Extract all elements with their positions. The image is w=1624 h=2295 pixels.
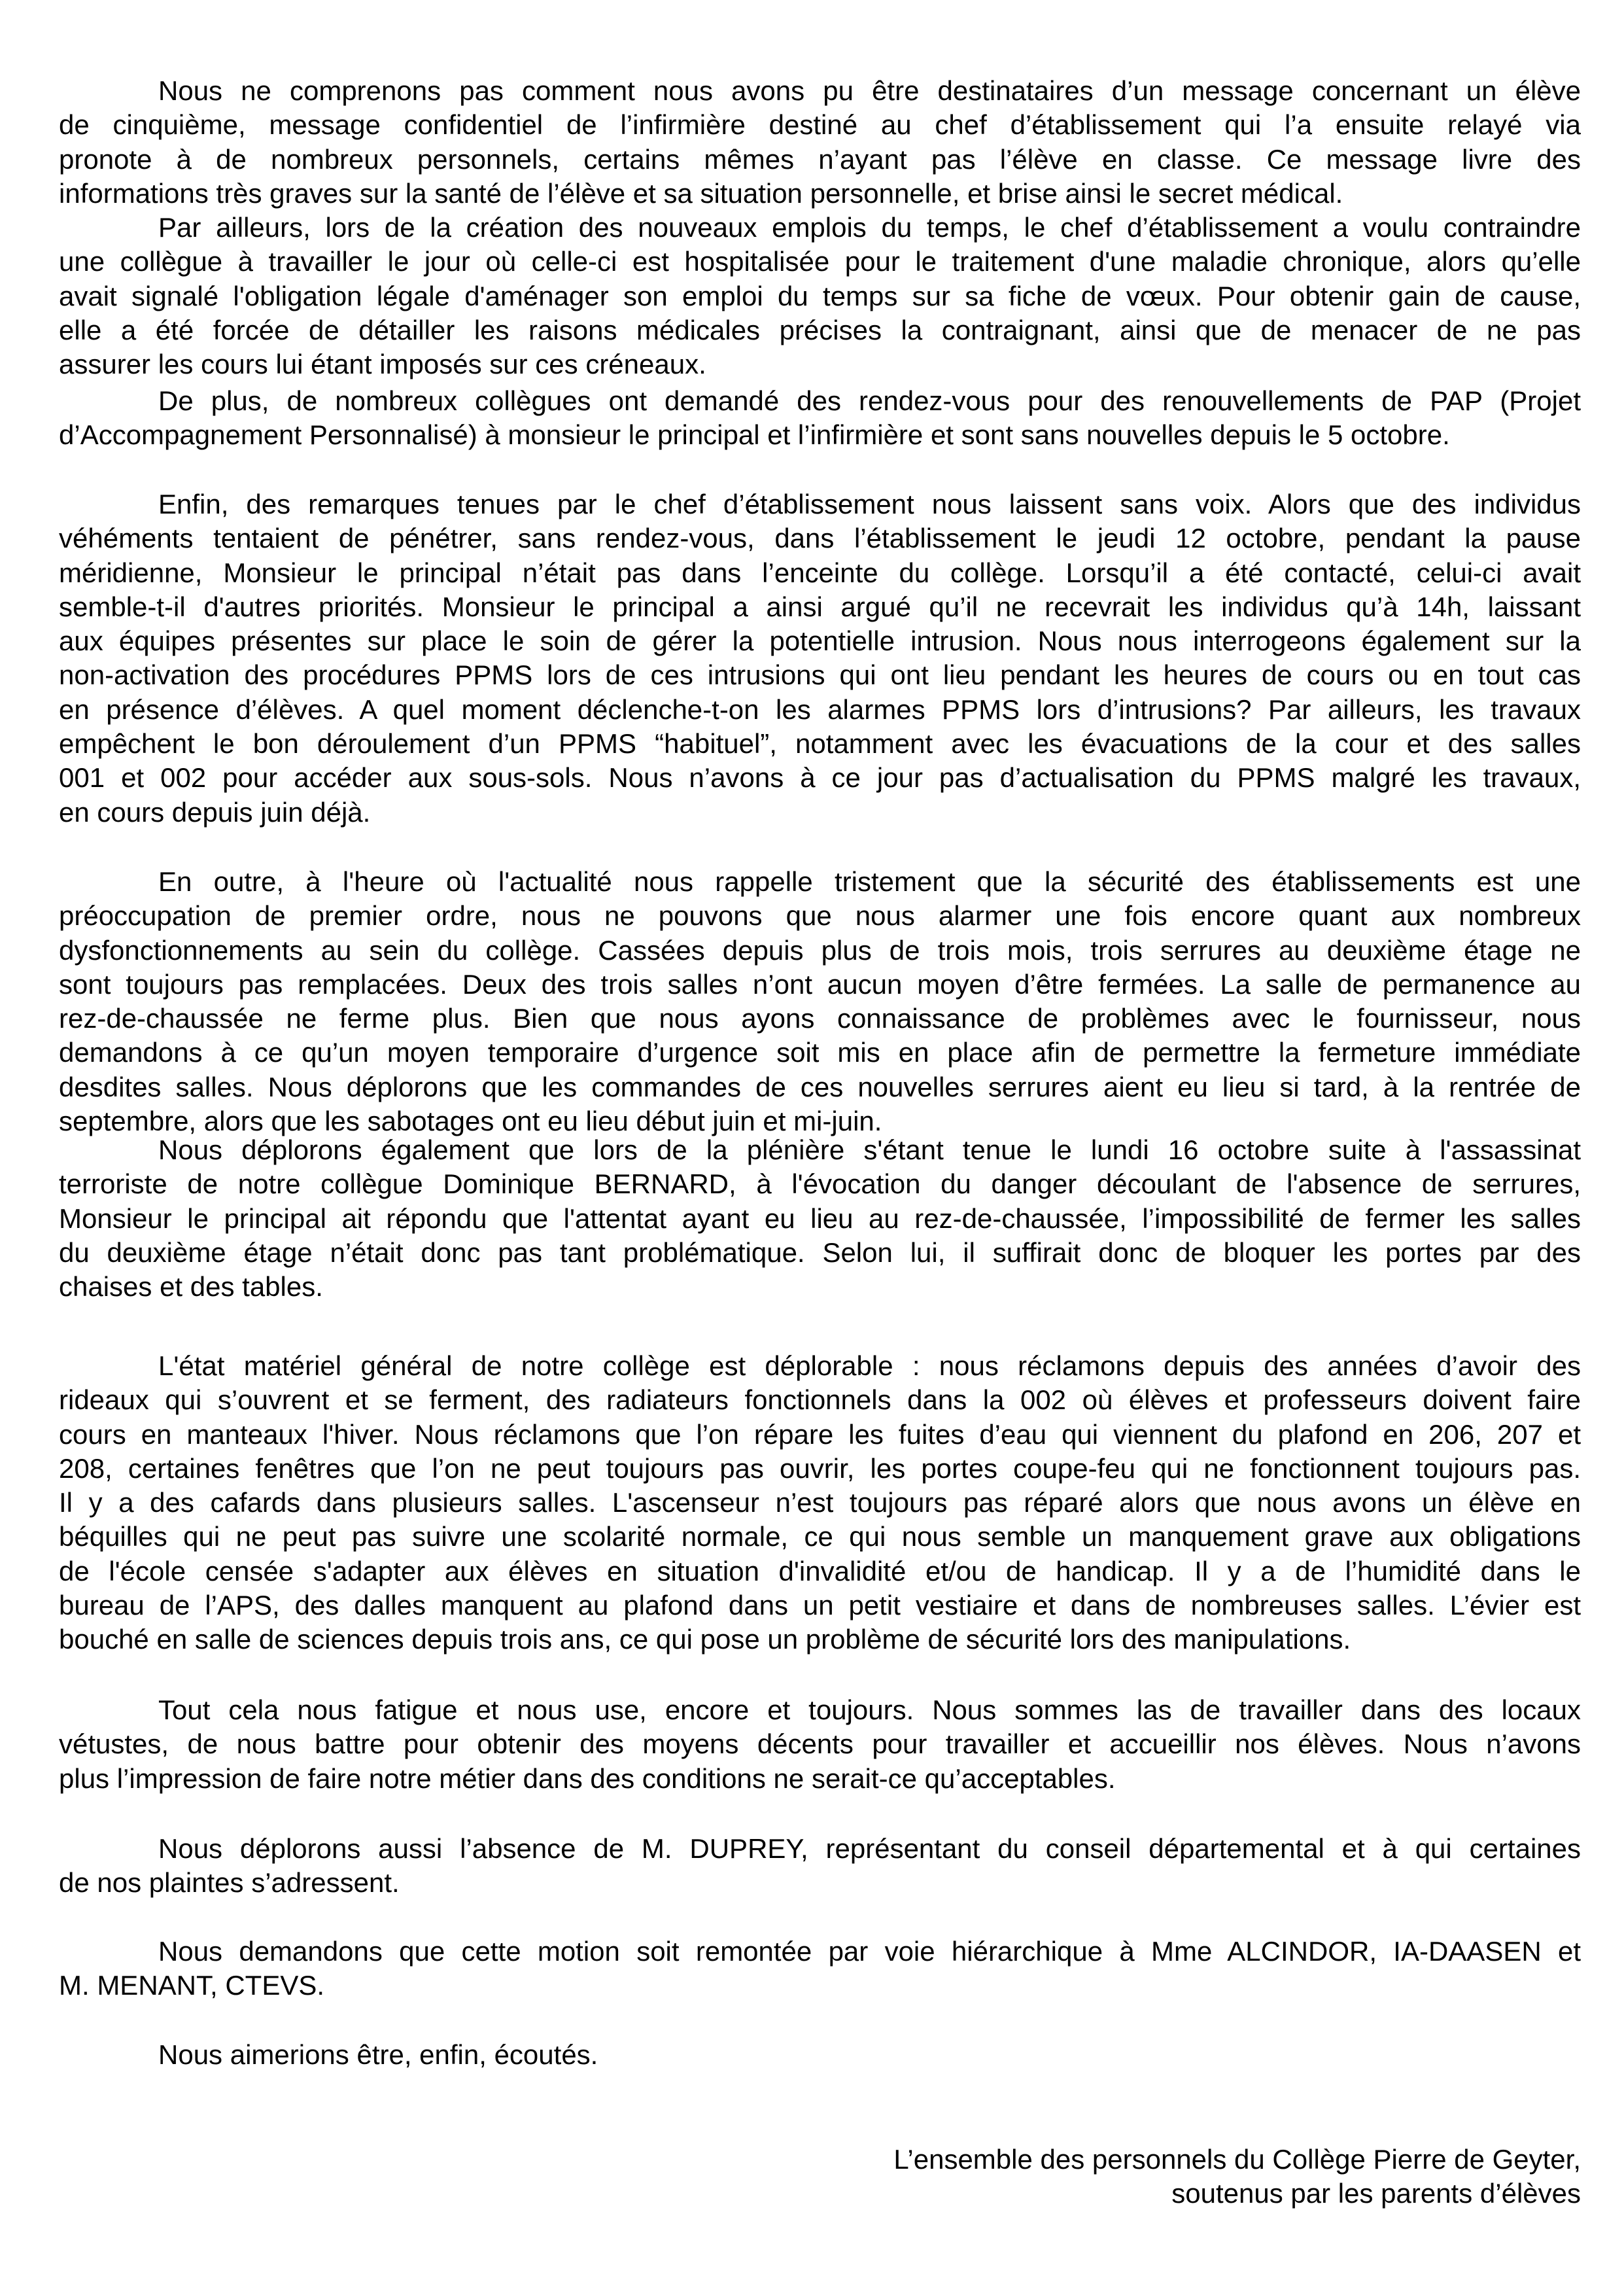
text-line: Nous déplorons également que lors de la plénière s'étant tenue le lundi 16 octobre suite à l'assassinat <box>158 1134 1581 1165</box>
text-line: M. MENANT, CTEVS. <box>59 1970 325 2001</box>
text-line: Par ailleurs, lors de la création des nouveaux emplois du temps, le chef d’établissement a voulu contraindre <box>158 212 1581 243</box>
text-line: du deuxième étage n’était donc pas tant problématique. Selon lui, il suffirait donc de bloquer les portes par des <box>59 1236 1581 1268</box>
paragraph-pap <box>59 384 1581 453</box>
text-line: en cours depuis juin déjà. <box>59 796 371 828</box>
text-line: Nous aimerions être, enfin, écoutés. <box>158 2039 598 2070</box>
text-line: rideaux qui s’ouvrent et se ferment, des radiateurs fonctionnels dans la 002 où élèves et professeurs doivent faire <box>59 1384 1581 1416</box>
text-line: pronote à de nombreux personnels, certains mêmes n’ayant pas l’élève en classe. Ce message livre des <box>59 143 1581 175</box>
text-line: véhéments tentaient de pénétrer, sans rendez-vous, dans l’établissement le jeudi 12 octobre, pendant la pause <box>59 523 1581 554</box>
text-line: vétustes, de nous battre pour obtenir des moyens décents pour travailler et accueillir nos élèves. Nous n’avons <box>59 1728 1581 1760</box>
text-line: cours en manteaux l'hiver. Nous réclamons que l’on répare les fuites d’eau qui viennent du plafond en 206, 207 et <box>59 1418 1581 1450</box>
text-line: de cinquième, message confidentiel de l’infirmière destiné au chef d’établissement qui l’a ensuite relayé via <box>59 109 1581 141</box>
text-line: terroriste de notre collègue Dominique BERNARD, à l'évocation du danger découlant de l'absence de serrures, <box>59 1168 1581 1200</box>
text-line: 001 et 002 pour accéder aux sous-sols. Nous n’avons à ce jour pas d’actualisation du PPMS malgré les travaux, <box>59 762 1581 794</box>
text-line: Tout cela nous fatigue et nous use, encore et toujours. Nous sommes las de travailler dans des locaux <box>158 1694 1581 1725</box>
text-line: Il y a des cafards dans plusieurs salles. L'ascenseur n’est toujours pas réparé alors que nous avons un élève en <box>59 1487 1581 1518</box>
text-line: desdites salles. Nous déplorons que les commandes de ces nouvelles serrures aient eu lieu si tard, à la rentrée de <box>59 1071 1581 1102</box>
text-line: une collègue à travailler le jour où celle-ci est hospitalisée pour le traitement d'une maladie chronique, alors qu’elle <box>59 246 1581 277</box>
text-line: d’Accompagnement Personnalisé) à monsieur le principal et l’infirmière et sont sans nouvelles depuis le 5 octobre. <box>59 419 1450 451</box>
text-line: aux équipes présentes sur place le soin de gérer la potentielle intrusion. Nous nous interrogeons également sur la <box>59 625 1581 657</box>
text-line: chaises et des tables. <box>59 1271 323 1303</box>
text-line: semble-t-il d'autres priorités. Monsieur le principal a ainsi argué qu’il ne recevrait les individus qu’à 14h, laissant <box>59 591 1581 622</box>
text-line: elle a été forcée de détailler les raisons médicales précises la contraignant, ainsi que de menacer de ne pas <box>59 314 1581 345</box>
text-line: avait signalé l'obligation légale d'aménager son emploi du temps sur sa fiche de vœux. Pour obtenir gain de cause, <box>59 280 1581 311</box>
text-line: préoccupation de premier ordre, nous ne pouvons que nous alarmer une fois encore quant aux nombreux <box>59 900 1581 932</box>
signature-line: soutenus par les parents d’élèves <box>1171 2178 1581 2209</box>
text-line: en présence d’élèves. A quel moment déclenche-t-on les alarmes PPMS lors d’intrusions? Par ailleurs, les travaux <box>59 693 1581 725</box>
paragraph-fatigue <box>59 1693 1581 1796</box>
text-line: de l'école censée s'adapter aux élèves en situation d'invalidité et/ou de handicap. Il y a de l’humidité dans le <box>59 1555 1581 1586</box>
paragraph-motion-request <box>59 1935 1581 2003</box>
text-line: Nous déplorons aussi l’absence de M. DUPREY, représentant du conseil départemental et à qui certaines <box>158 1833 1581 1864</box>
text-line: En outre, à l'heure où l'actualité nous rappelle tristement que la sécurité des établissements est une <box>158 866 1581 897</box>
text-line: méridienne, Monsieur le principal n’était pas dans l’enceinte du collège. Lorsqu’il a été contacté, celui-ci avait <box>59 557 1581 588</box>
text-line: rez-de-chaussée ne ferme plus. Bien que nous ayons connaissance de problèmes avec le fournisseur, nous <box>59 1003 1581 1034</box>
text-line: L'état matériel général de notre collège est déplorable : nous réclamons depuis des années d’avoir des <box>158 1350 1581 1381</box>
text-line: bureau de l’APS, des dalles manquent au plafond dans un petit vestiaire et dans de nombreuses salles. L’évier est <box>59 1590 1581 1621</box>
text-line: Monsieur le principal ait répondu que l'attentat ayant eu lieu au rez-de-chaussée, l’impossibilité de fermer les salles <box>59 1202 1581 1234</box>
paragraph-security-locks <box>59 865 1581 1138</box>
paragraph-timetable <box>59 211 1581 381</box>
text-line: empêchent le bon déroulement d’un PPMS “habituel”, notamment avec les évacuations de la cour et des salles <box>59 728 1581 760</box>
paragraph-confidential-message <box>59 74 1581 211</box>
text-line: 208, certaines fenêtres que l’on ne peut toujours pas ouvrir, les portes coupe-feu qui ne fonctionnent toujours pas. <box>59 1452 1581 1484</box>
text-line: bouché en salle de sciences depuis trois ans, ce qui pose un problème de sécurité lors des manipulations. <box>59 1624 1351 1655</box>
paragraph-plenary <box>59 1133 1581 1304</box>
text-line: septembre, alors que les sabotages ont eu lieu début juin et mi-juin. <box>59 1106 882 1137</box>
text-line: béquilles qui ne peut pas suivre une scolarité normale, ce qui nous semble un manquement grave aux obligations <box>59 1521 1581 1552</box>
signature-block <box>665 2143 1581 2211</box>
signature-line: L’ensemble des personnels du Collège Pierre de Geyter, <box>893 2144 1581 2175</box>
text-line: de nos plaintes s’adressent. <box>59 1867 400 1899</box>
text-line: dysfonctionnements au sein du collège. Cassées depuis plus de trois mois, trois serrures au deuxième étage ne <box>59 934 1581 966</box>
text-line: Enfin, des remarques tenues par le chef d’établissement nous laissent sans voix. Alors que des individus <box>158 489 1581 519</box>
text-line: non-activation des procédures PPMS lors de ces intrusions qui ont lieu pendant les heures de cours ou en tout cas <box>59 659 1581 691</box>
paragraph-closing <box>59 2038 1581 2072</box>
text-line: Nous demandons que cette motion soit remontée par voie hiérarchique à Mme ALCINDOR, IA-DAASEN et <box>158 1936 1581 1967</box>
text-line: De plus, de nombreux collègues ont demandé des rendez-vous pour des renouvellements de PAP (Projet <box>158 385 1581 416</box>
paragraph-intrusion-ppms <box>59 487 1581 830</box>
paragraph-building-state <box>59 1349 1581 1657</box>
text-line: assurer les cours lui étant imposés sur ces créneaux. <box>59 349 706 380</box>
text-line: Nous ne comprenons pas comment nous avons pu être destinataires d’un message concernant un élève <box>158 75 1581 106</box>
text-line: informations très graves sur la santé de l’élève et sa situation personnelle, et brise ainsi le secret médical. <box>59 177 1343 209</box>
text-line: sont toujours pas remplacées. Deux des trois salles n’ont aucun moyen d’être fermées. La salle de permanence au <box>59 968 1581 1000</box>
text-line: plus l’impression de faire notre métier dans des conditions ne serait-ce qu’acceptables. <box>59 1762 1116 1794</box>
paragraph-duprey-absence <box>59 1832 1581 1901</box>
text-line: demandons à ce qu’un moyen temporaire d’urgence soit mis en place afin de permettre la fermeture immédiate <box>59 1037 1581 1068</box>
